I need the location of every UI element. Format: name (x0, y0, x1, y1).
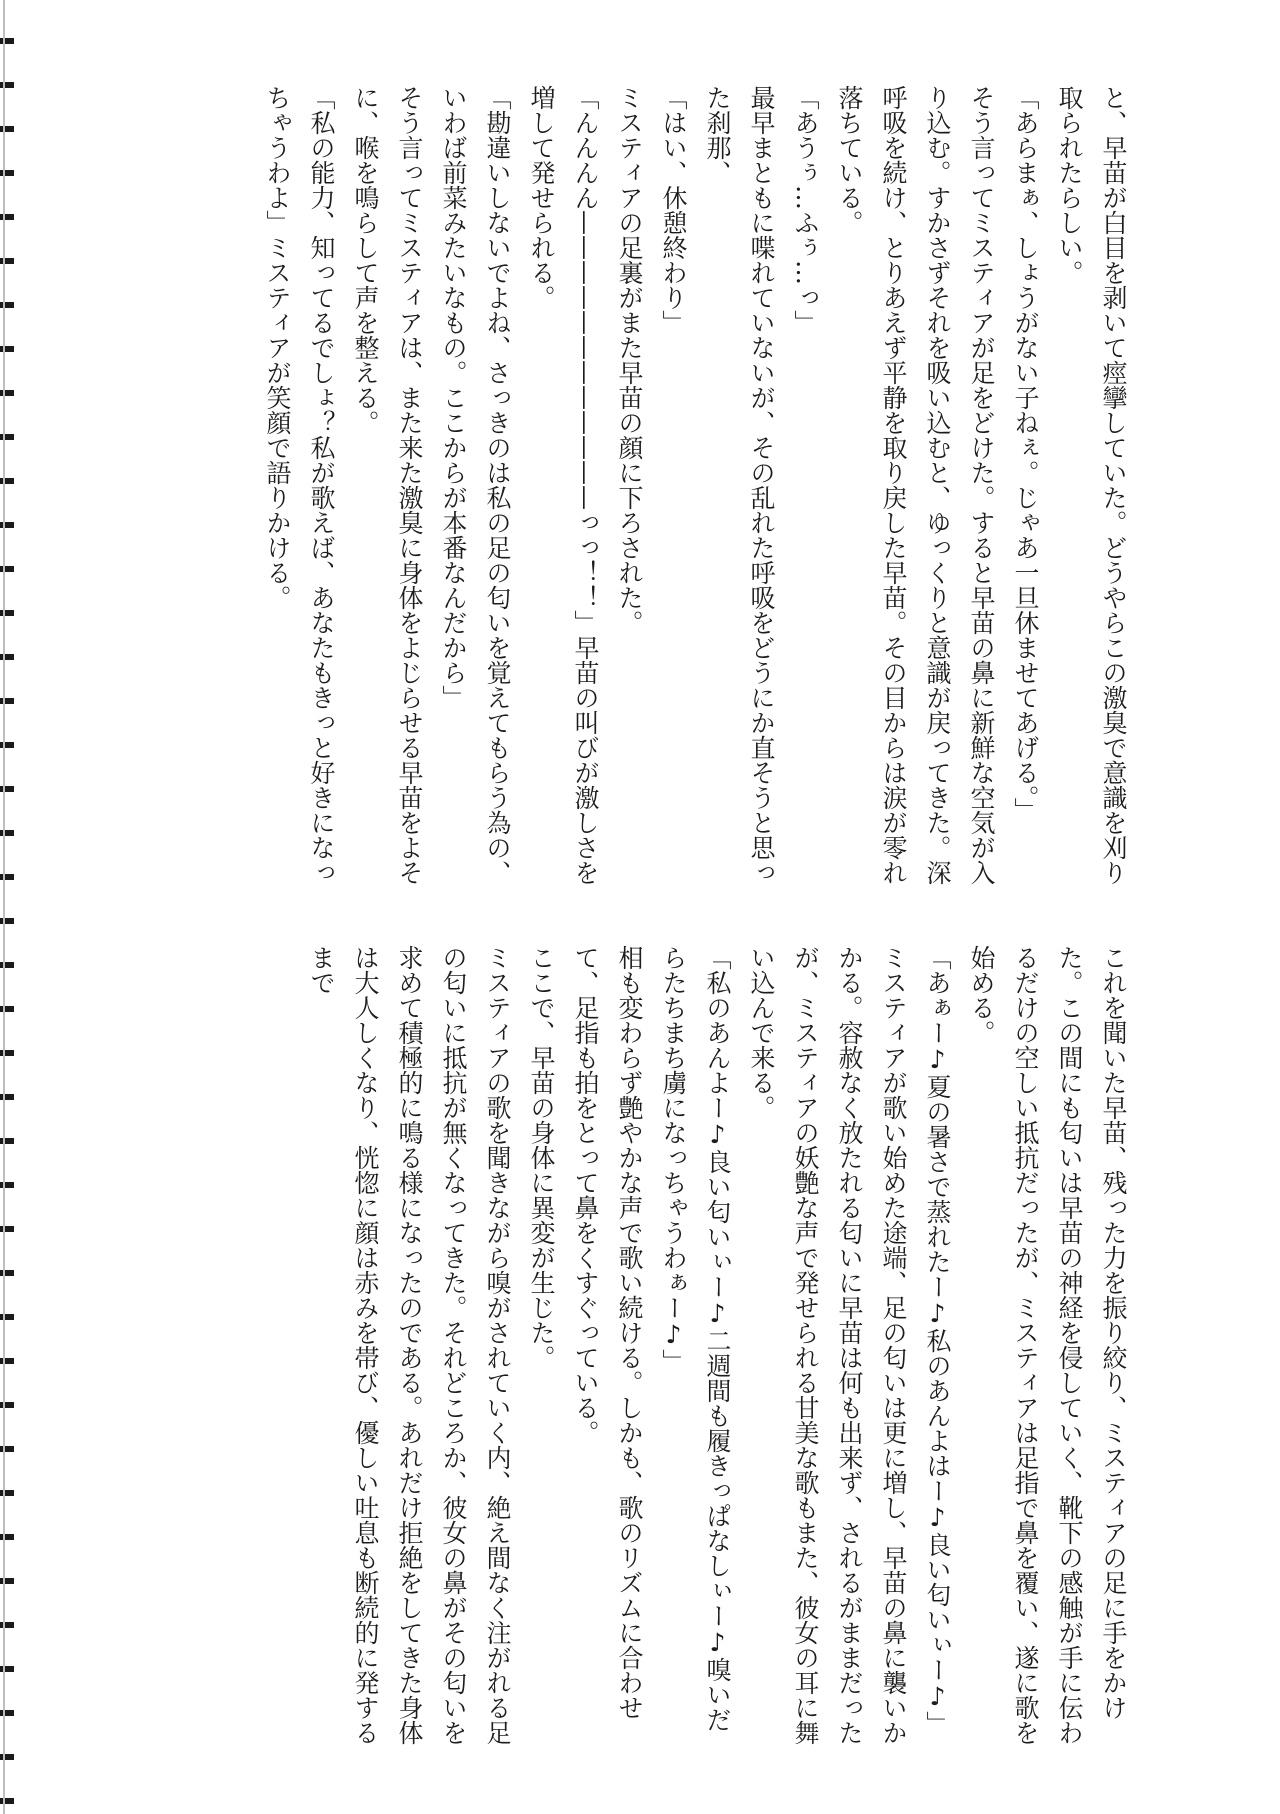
lower-text-block (299, 945, 1135, 1755)
paragraph: そう言ってミスティアは、また来た激臭に身体をよじらせる早苗をよそに、喉を鳴らして声を整える。 (351, 85, 424, 885)
dialogue-line: 「んんんん————————————っっ！！」早苗の叫びが激しさを増して発せられる。 (527, 85, 600, 885)
dialogue-line: 「あらまぁ、しょうがない子ねぇ。じゃあ一旦休ませてあげる。」 (1011, 85, 1040, 823)
dialogue-line: 「あうぅ…ふぅ…っ」 (791, 85, 820, 335)
paragraph: と、早苗が白目を剥いて痙攣していた。どうやらこの激臭で意識を刈り取られたらしい。 (1055, 85, 1128, 885)
paragraph: 相も変わらず艶やかな声で歌い続ける。しかも、歌のリズムに合わせて、足指も拍をとって鼻をくすぐっている。 (571, 945, 644, 1720)
dialogue-line: 「勘違いしないでよね、さっきのは私の足の匂いを覚えてもらう為の、いわば前菜みたいなもの。ここからが本番なんだから」 (439, 85, 512, 885)
dialogue-line: 「私のあんよー♪良い匂いぃー♪二週間も履きっぱなしぃー♪嗅いだらたちまち虜になっちゃうわぁー♪」 (659, 945, 732, 1732)
paragraph: ミスティアの歌を聞きながら嗅がされていく内、絶え間なく注がれる足の匂いに抵抗が無くなってきた。それどころか、彼女の鼻がその匂いを求めて積極的に鳴る様になったのである。あれだけ拒絶をしてきた身体は大人しくなり、恍惚に顔は赤みを帯び、優しい吐息も断続的に発するまで (307, 945, 512, 1745)
dialogue-line: 「私の能力、知ってるでしょ？私が歌えば、あなたもきっと好きになっちゃうわよ」ミスティアが笑顔で語りかける。 (263, 85, 336, 885)
paragraph: そう言ってミスティアが足をどけた。すると早苗の鼻に新鮮な空気が入り込む。すかさずそれを吸い込むと、ゆっくりと意識が戻ってきた。深呼吸を続け、とりあえず平静を取り戻した早苗。その目からは涙が零れ落ちている。 (835, 85, 996, 885)
dialogue-line: 「はい、休憩終わり」 (659, 85, 688, 335)
paragraph: ここで、早苗の身体に異変が生じた。 (527, 945, 556, 1370)
upper-text-block (255, 85, 1135, 895)
paragraph: ミスティアが歌い始めた途端、足の匂いは更に増し、早苗の鼻に襲いかかる。容赦なく放たれる匂いに早苗は何も出来ず、されるがままだったが、ミスティアの妖艶な声で発せられる甘美な歌もまた、彼女の耳に舞い込んで来る。 (747, 945, 908, 1745)
binding-edge (3, 0, 5, 1814)
paragraph: ミスティアの足裏がまた早苗の顔に下ろされた。 (615, 85, 644, 635)
dialogue-line: 「あぁー♪夏の暑さで蒸れたー♪私のあんよはー♪良い匂いぃー♪」 (923, 945, 952, 1736)
paragraph: これを聞いた早苗、残った力を振り絞り、ミスティアの足に手をかけた。この間にも匂いは早苗の神経を侵していく、靴下の感触が手に伝わるだけの空しい抵抗だったが、ミスティアは足指で鼻を覆い、遂に歌を始める。 (967, 945, 1128, 1745)
paragraph: 最早まともに喋れていないが、その乱れた呼吸をどうにか直そうと思った刹那、 (703, 85, 776, 885)
